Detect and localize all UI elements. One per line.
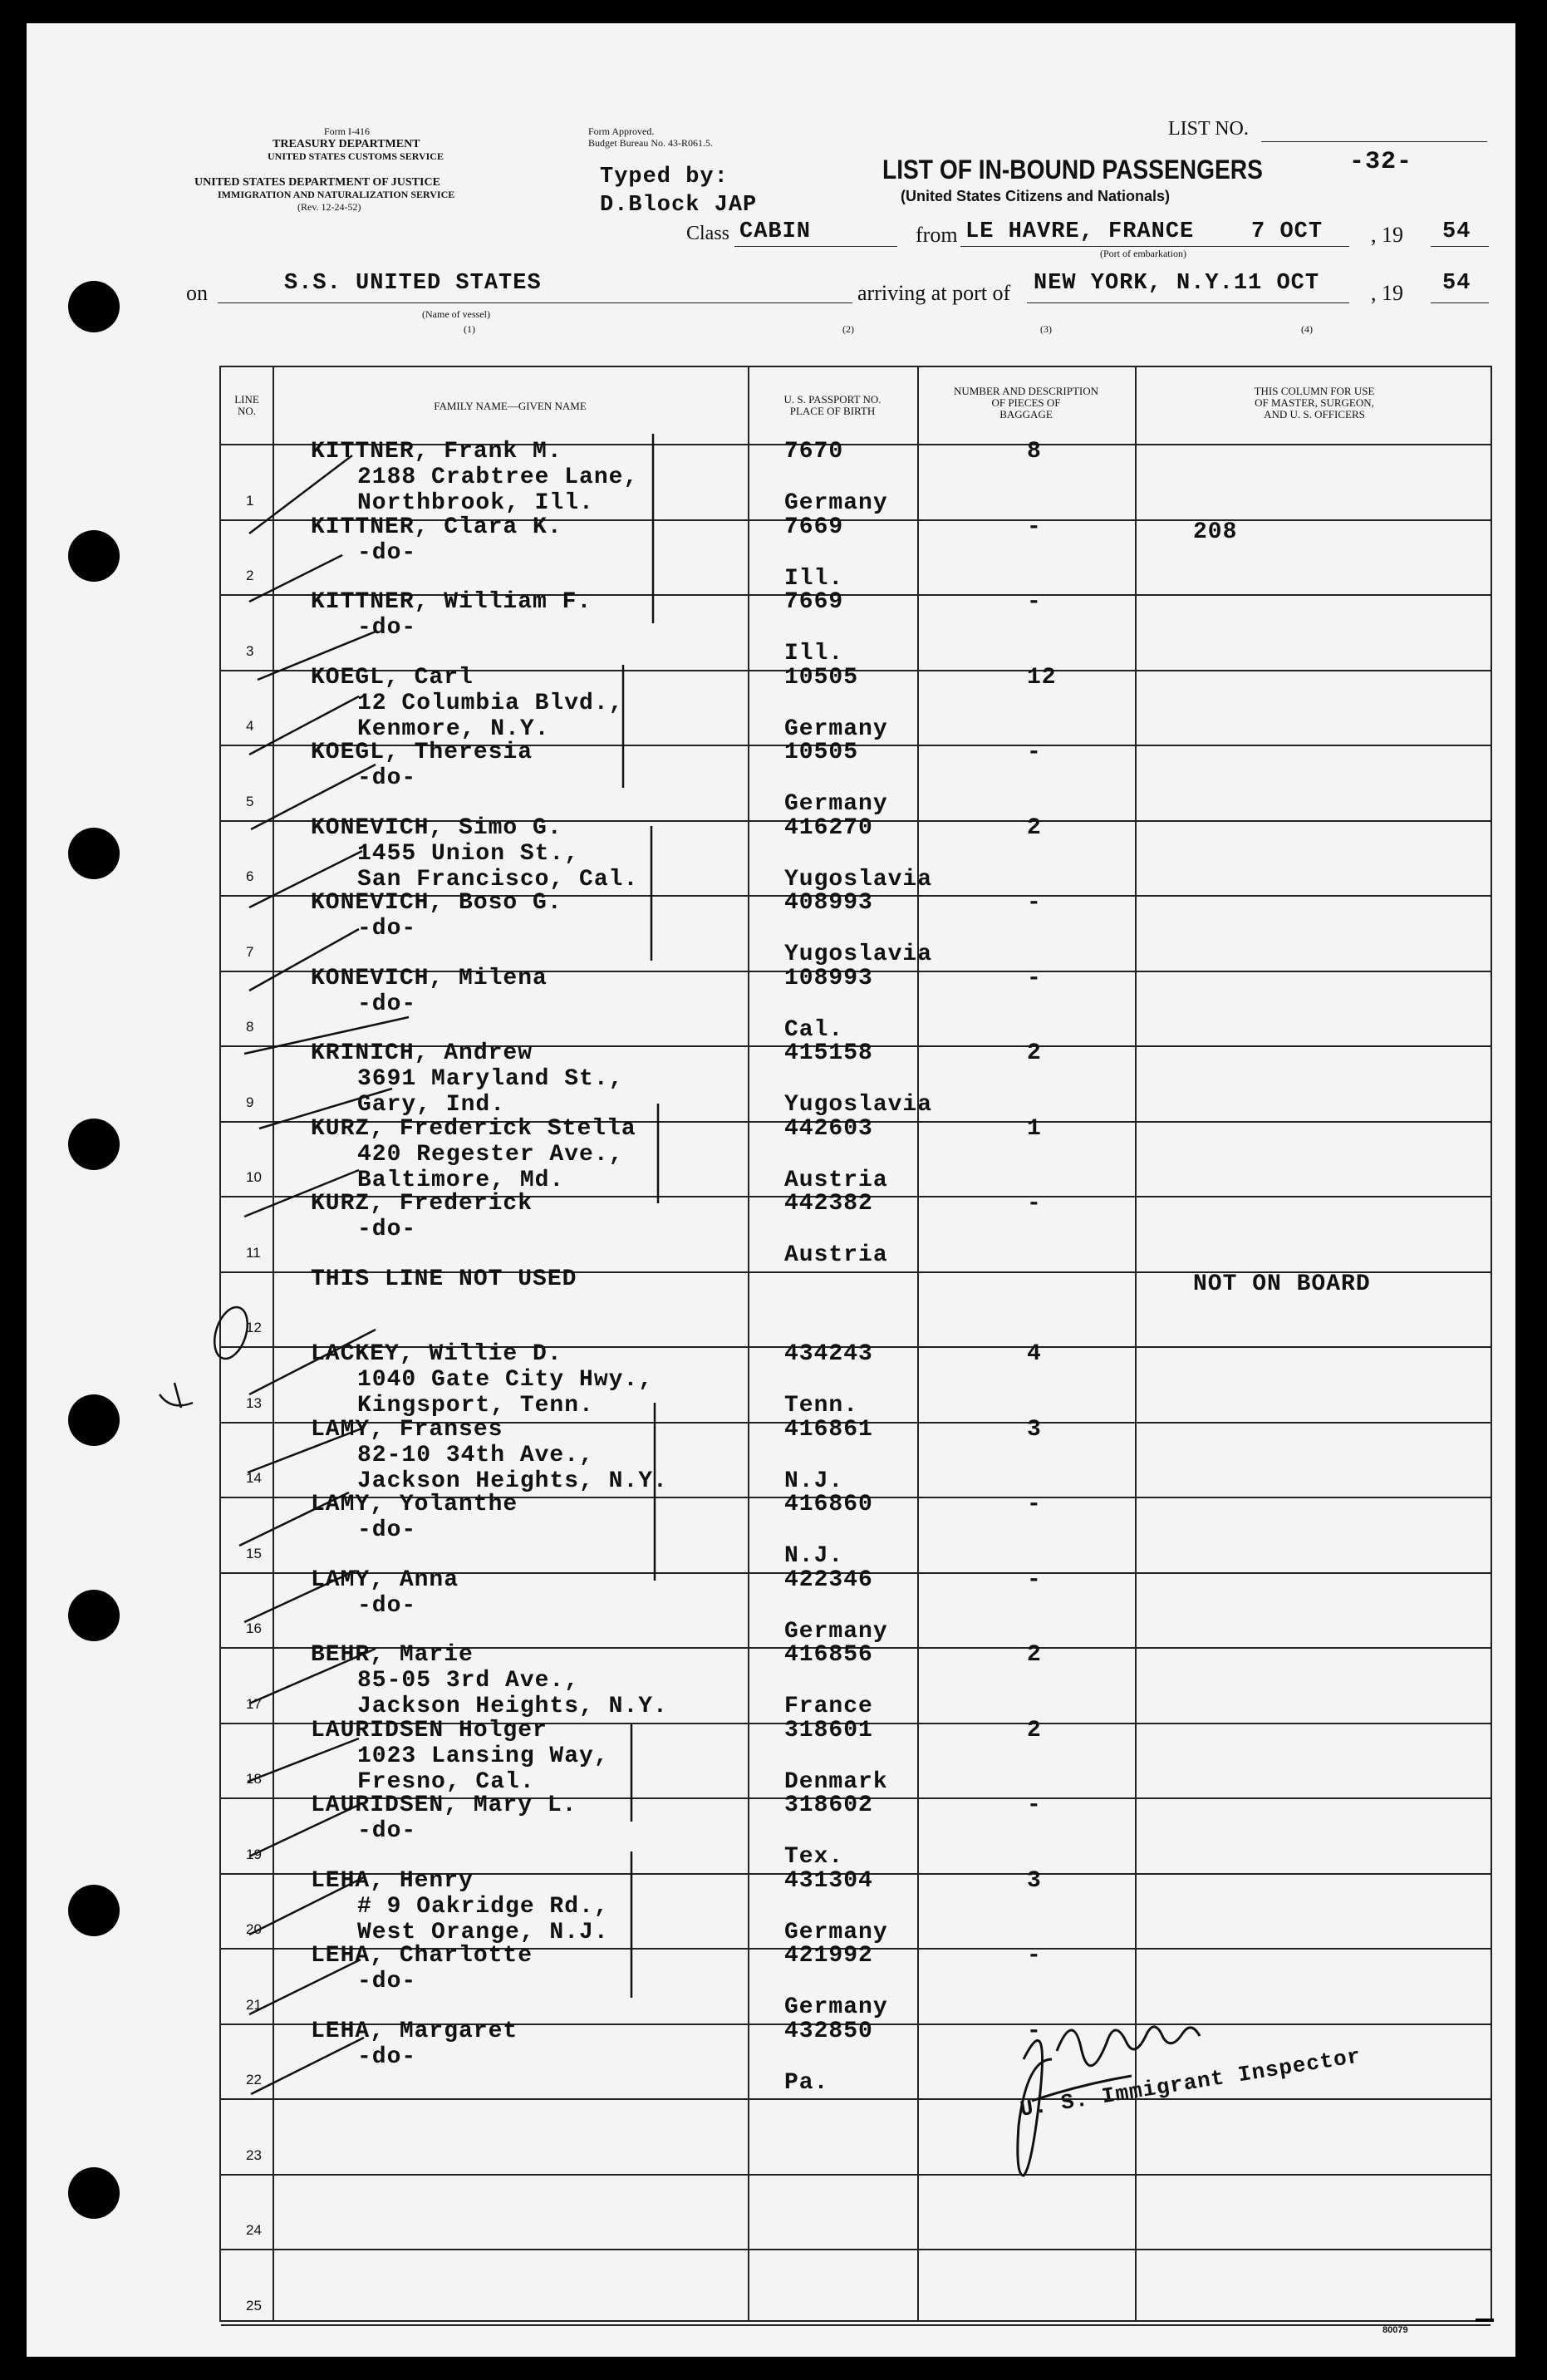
family-given-name: LAURIDSEN, Mary L. xyxy=(311,1792,577,1818)
place-of-birth: Austria xyxy=(784,1167,888,1193)
address-line-1: -do- xyxy=(357,539,417,566)
baggage-count: - xyxy=(1027,2018,1042,2044)
place-of-birth: Yugoslavia xyxy=(784,942,933,967)
check-mark xyxy=(239,1492,349,1546)
typed-by-value: D.Block JAP xyxy=(600,193,758,218)
from-year-prefix: , 19 xyxy=(1371,223,1403,247)
family-given-name: KOEGL, Carl xyxy=(311,664,474,691)
vessel-caption: (Name of vessel) xyxy=(422,308,490,320)
address-line-1: -do- xyxy=(357,916,417,942)
place-of-birth: Austria xyxy=(784,1242,888,1268)
arrival-year: 54 xyxy=(1442,271,1471,296)
check-mark xyxy=(258,632,376,680)
from-year: 54 xyxy=(1442,219,1471,244)
family-given-name: KOEGL, Theresia xyxy=(311,740,533,765)
address-line-1: -do- xyxy=(357,991,417,1017)
family-given-name: KURZ, Frederick xyxy=(311,1191,533,1217)
address-line-1: 1023 Lansing Way, xyxy=(357,1743,609,1769)
check-mark xyxy=(259,1089,392,1129)
list-no-label: LIST NO. xyxy=(1168,118,1249,140)
passport-number: 10505 xyxy=(784,740,859,765)
baggage-count: 2 xyxy=(1027,814,1042,841)
address-line-1: 1455 Union St., xyxy=(357,840,580,867)
baggage-count: - xyxy=(1027,740,1042,765)
baggage-count: 2 xyxy=(1027,1642,1042,1668)
family-given-name: LAMY, Franses xyxy=(311,1416,503,1443)
address-line-1: -do- xyxy=(357,1592,417,1619)
baggage-count: 3 xyxy=(1027,1867,1042,1894)
check-mark xyxy=(251,2038,364,2094)
passport-number: 421992 xyxy=(784,1943,873,1969)
arriving-label: arriving at port of xyxy=(857,281,1011,305)
baggage-count: 8 xyxy=(1027,439,1042,465)
line-number: 13 xyxy=(246,1394,262,1411)
place-of-birth: Germany xyxy=(784,1994,888,2020)
agency-justice: UNITED STATES DEPARTMENT OF JUSTICE xyxy=(194,176,440,189)
passport-number: 108993 xyxy=(784,965,873,991)
place-of-birth: Germany xyxy=(784,490,888,516)
address-line-2: Kingsport, Tenn. xyxy=(357,1393,594,1419)
line-number: 9 xyxy=(246,1094,254,1110)
inspector-stamp: U. S. Immigrant Inspector xyxy=(1018,2043,1363,2122)
address-line-1: -do- xyxy=(357,1517,417,1543)
line-number: 15 xyxy=(246,1545,262,1561)
budget-number: Budget Bureau No. 43-R061.5. xyxy=(588,137,713,149)
family-given-name: THIS LINE NOT USED xyxy=(311,1266,577,1292)
family-given-name: LAMY, Anna xyxy=(311,1566,459,1593)
arrival-year-prefix: , 19 xyxy=(1371,281,1403,305)
check-mark xyxy=(244,1170,359,1217)
passport-number: 416861 xyxy=(784,1416,873,1443)
address-line-1: -do- xyxy=(357,1969,417,1994)
from-label: from xyxy=(916,223,958,247)
passport-number: 416860 xyxy=(784,1492,873,1517)
port-of-embarkation: LE HAVRE, FRANCE 7 OCT xyxy=(965,219,1324,244)
line-number: 11 xyxy=(246,1244,261,1261)
line-number: 3 xyxy=(246,642,254,659)
passport-number: 442382 xyxy=(784,1191,873,1217)
place-of-birth: Cal. xyxy=(784,1016,844,1043)
baggage-count: - xyxy=(1027,1566,1042,1593)
baggage-count: 3 xyxy=(1027,1416,1042,1443)
passport-number: 318601 xyxy=(784,1717,873,1743)
line-number: 21 xyxy=(246,1996,262,2013)
family-given-name: KRINICH, Andrew xyxy=(311,1040,533,1066)
check-mark xyxy=(249,696,359,755)
place-of-birth: Tenn. xyxy=(784,1393,859,1419)
line-number: 1 xyxy=(246,492,254,509)
check-mark xyxy=(249,851,362,907)
family-given-name: LEHA, Charlotte xyxy=(311,1943,533,1969)
place-of-birth: Denmark xyxy=(784,1768,888,1795)
passport-number: 434243 xyxy=(784,1341,873,1367)
header-officers-1: THIS COLUMN FOR USE xyxy=(1254,385,1375,397)
line-number: 2 xyxy=(246,568,254,583)
baggage-count: 2 xyxy=(1027,1040,1042,1066)
address-line-2: Gary, Ind. xyxy=(357,1092,506,1118)
address-line-2: Jackson Heights, N.Y. xyxy=(357,1694,668,1719)
header-family-name: FAMILY NAME—GIVEN NAME xyxy=(434,400,587,412)
passport-number: 422346 xyxy=(784,1566,873,1593)
passport-number: 7669 xyxy=(784,589,844,615)
check-mark xyxy=(248,1428,364,1473)
passenger-list-sheet xyxy=(27,23,1515,2357)
place-of-birth: Germany xyxy=(784,791,888,817)
line-number: 7 xyxy=(246,943,254,960)
col-number-1: (1) xyxy=(464,323,475,335)
line-number: 20 xyxy=(246,1921,262,1937)
arrival-port-date: NEW YORK, N.Y.11 OCT xyxy=(1034,271,1320,296)
check-mark xyxy=(249,1876,366,1935)
form-approved: Form Approved. xyxy=(588,125,655,137)
baggage-count: - xyxy=(1027,1943,1042,1969)
line-number: 5 xyxy=(246,793,254,809)
place-of-birth: Germany xyxy=(784,715,888,742)
agency-treasury: TREASURY DEPARTMENT xyxy=(273,138,420,150)
line-number: 8 xyxy=(246,1019,254,1035)
header-officers-3: AND U. S. OFFICERS xyxy=(1264,408,1365,420)
line-number: 17 xyxy=(246,1695,262,1712)
header-line-no-1: LINE xyxy=(234,393,259,406)
class-label: Class xyxy=(686,223,730,244)
family-given-name: BEHR, Marie xyxy=(311,1642,474,1668)
passport-number: 318602 xyxy=(784,1792,873,1818)
line-number: 25 xyxy=(246,2297,262,2314)
address-line-1: 3691 Maryland St., xyxy=(357,1066,624,1092)
line-number: 10 xyxy=(246,1169,262,1185)
passport-number: 415158 xyxy=(784,1040,873,1066)
baggage-count: - xyxy=(1027,589,1042,615)
baggage-count: - xyxy=(1027,965,1042,991)
address-line-1: 420 Regester Ave., xyxy=(357,1141,624,1168)
agency-customs: UNITED STATES CUSTOMS SERVICE xyxy=(268,150,444,162)
family-given-name: LAMY, Yolanthe xyxy=(311,1492,518,1517)
line-number: 6 xyxy=(246,868,254,884)
place-of-birth: Germany xyxy=(784,1618,888,1645)
header-passport-1: U. S. PASSPORT NO. xyxy=(783,393,882,406)
check-mark xyxy=(249,1330,376,1394)
family-given-name: LEHA, Henry xyxy=(311,1867,474,1894)
margin-mark xyxy=(160,1383,193,1408)
address-line-1: 85-05 3rd Ave., xyxy=(357,1668,580,1694)
line-number: 4 xyxy=(246,718,254,734)
place-of-birth: N.J. xyxy=(784,1543,844,1569)
passport-number: 442603 xyxy=(784,1115,873,1142)
baggage-count: 12 xyxy=(1027,664,1057,691)
on-label: on xyxy=(186,281,208,305)
line-number: 12 xyxy=(246,1320,262,1335)
place-of-birth: Ill. xyxy=(784,565,844,592)
address-line-2: Northbrook, Ill. xyxy=(357,490,594,516)
family-given-name: LAURIDSEN Holger xyxy=(311,1717,548,1743)
passport-number: 432850 xyxy=(784,2018,873,2044)
baggage-count: 4 xyxy=(1027,1341,1042,1367)
passport-number: 7669 xyxy=(784,514,844,540)
passport-number: 431304 xyxy=(784,1867,873,1894)
vessel-name: S.S. UNITED STATES xyxy=(284,271,542,296)
passport-number: 7670 xyxy=(784,439,844,465)
baggage-count: - xyxy=(1027,514,1042,540)
line-number: 16 xyxy=(246,1620,262,1636)
family-given-name: KONEVICH, Milena xyxy=(311,965,548,991)
family-given-name: LACKEY, Willie D. xyxy=(311,1341,562,1367)
paper-edge-mark xyxy=(1476,2319,1494,2322)
check-mark xyxy=(251,765,376,829)
circled-line-marker xyxy=(209,1303,253,1363)
baggage-count: 1 xyxy=(1027,1115,1042,1142)
place-of-birth: Yugoslavia xyxy=(784,1092,933,1118)
baggage-count: - xyxy=(1027,1792,1042,1818)
header-passport-2: PLACE OF BIRTH xyxy=(789,405,876,417)
typed-by-label: Typed by: xyxy=(600,165,729,189)
check-mark xyxy=(249,455,352,534)
passport-number: 10505 xyxy=(784,664,859,691)
address-line-2: Jackson Heights, N.Y. xyxy=(357,1468,668,1494)
address-line-2: San Francisco, Cal. xyxy=(357,866,639,893)
col-number-3: (3) xyxy=(1040,323,1052,335)
place-of-birth: N.J. xyxy=(784,1468,844,1494)
agency-ins: IMMIGRATION AND NATURALIZATION SERVICE xyxy=(218,189,455,200)
port-caption: (Port of embarkation) xyxy=(1100,248,1186,259)
family-given-name: KURZ, Frederick Stella xyxy=(311,1115,636,1142)
passport-number: 408993 xyxy=(784,890,873,916)
officer-note: 208 xyxy=(1193,519,1238,545)
family-given-name: KONEVICH, Boso G. xyxy=(311,890,562,916)
place-of-birth: France xyxy=(784,1694,873,1719)
baggage-count: - xyxy=(1027,1191,1042,1217)
line-number: 14 xyxy=(246,1470,262,1486)
check-mark xyxy=(248,1738,359,1782)
baggage-count: 2 xyxy=(1027,1717,1042,1743)
col-number-4: (4) xyxy=(1301,323,1313,335)
family-given-name: LEHA, Margaret xyxy=(311,2018,518,2044)
address-line-1: 1040 Gate City Hwy., xyxy=(357,1367,654,1393)
line-number: 24 xyxy=(246,2222,262,2238)
form-revision: (Rev. 12-24-52) xyxy=(297,201,361,213)
baggage-count: - xyxy=(1027,890,1042,916)
header-baggage-3: BAGGAGE xyxy=(999,408,1053,420)
family-given-name: KITTNER, William F. xyxy=(311,589,592,615)
line-number: 23 xyxy=(246,2146,262,2163)
family-given-name: KITTNER, Clara K. xyxy=(311,514,562,540)
address-line-1: 12 Columbia Blvd., xyxy=(357,690,624,716)
form-number: Form I-416 xyxy=(324,125,370,137)
header-officers-2: OF MASTER, SURGEON, xyxy=(1255,396,1374,409)
line-number: 18 xyxy=(246,1771,262,1787)
page-subtitle: (United States Citizens and Nationals) xyxy=(901,188,1171,204)
ink-marks xyxy=(27,23,1515,2357)
family-given-name: KITTNER, Frank M. xyxy=(311,439,562,465)
check-mark xyxy=(249,929,359,991)
address-line-1: -do- xyxy=(357,615,417,641)
page-number: -32- xyxy=(1349,148,1413,176)
check-mark xyxy=(249,1649,376,1704)
address-line-2: Baltimore, Md. xyxy=(357,1167,565,1193)
place-of-birth: Tex. xyxy=(784,1844,844,1870)
check-mark xyxy=(249,555,342,602)
footer-code: 80079 xyxy=(1382,2325,1408,2335)
class-value: CABIN xyxy=(739,219,812,244)
place-of-birth: Ill. xyxy=(784,641,844,666)
address-line-1: 82-10 34th Ave., xyxy=(357,1442,594,1468)
address-line-2: Fresno, Cal. xyxy=(357,1768,535,1795)
address-line-2: Kenmore, N.Y. xyxy=(357,715,550,742)
line-number: 19 xyxy=(246,1846,262,1862)
place-of-birth: Germany xyxy=(784,1919,888,1945)
baggage-count: - xyxy=(1027,1492,1042,1517)
check-mark xyxy=(249,1803,362,1856)
address-line-1: -do- xyxy=(357,1818,417,1844)
place-of-birth: Pa. xyxy=(784,2069,829,2096)
header-baggage-2: OF PIECES OF xyxy=(991,396,1061,409)
check-mark xyxy=(249,1960,361,2014)
address-line-1: -do- xyxy=(357,765,417,791)
family-given-name: KONEVICH, Simo G. xyxy=(311,814,562,841)
check-mark xyxy=(244,1017,409,1054)
page-title: LIST OF IN-BOUND PASSENGERS xyxy=(882,155,1263,184)
passport-number: 416270 xyxy=(784,814,873,841)
officer-note: NOT ON BOARD xyxy=(1193,1271,1371,1297)
address-line-1: -do- xyxy=(357,2043,417,2070)
check-mark xyxy=(244,1571,356,1622)
address-line-2: West Orange, N.J. xyxy=(357,1919,609,1945)
address-line-1: # 9 Oakridge Rd., xyxy=(357,1893,609,1920)
header-line-no-2: NO. xyxy=(237,405,257,417)
address-line-1: -do- xyxy=(357,1217,417,1242)
address-line-1: 2188 Crabtree Lane, xyxy=(357,465,639,490)
passport-number: 416856 xyxy=(784,1642,873,1668)
col-number-2: (2) xyxy=(842,323,854,335)
header-baggage-1: NUMBER AND DESCRIPTION xyxy=(953,385,1099,397)
line-number: 22 xyxy=(246,2072,262,2087)
place-of-birth: Yugoslavia xyxy=(784,866,933,893)
